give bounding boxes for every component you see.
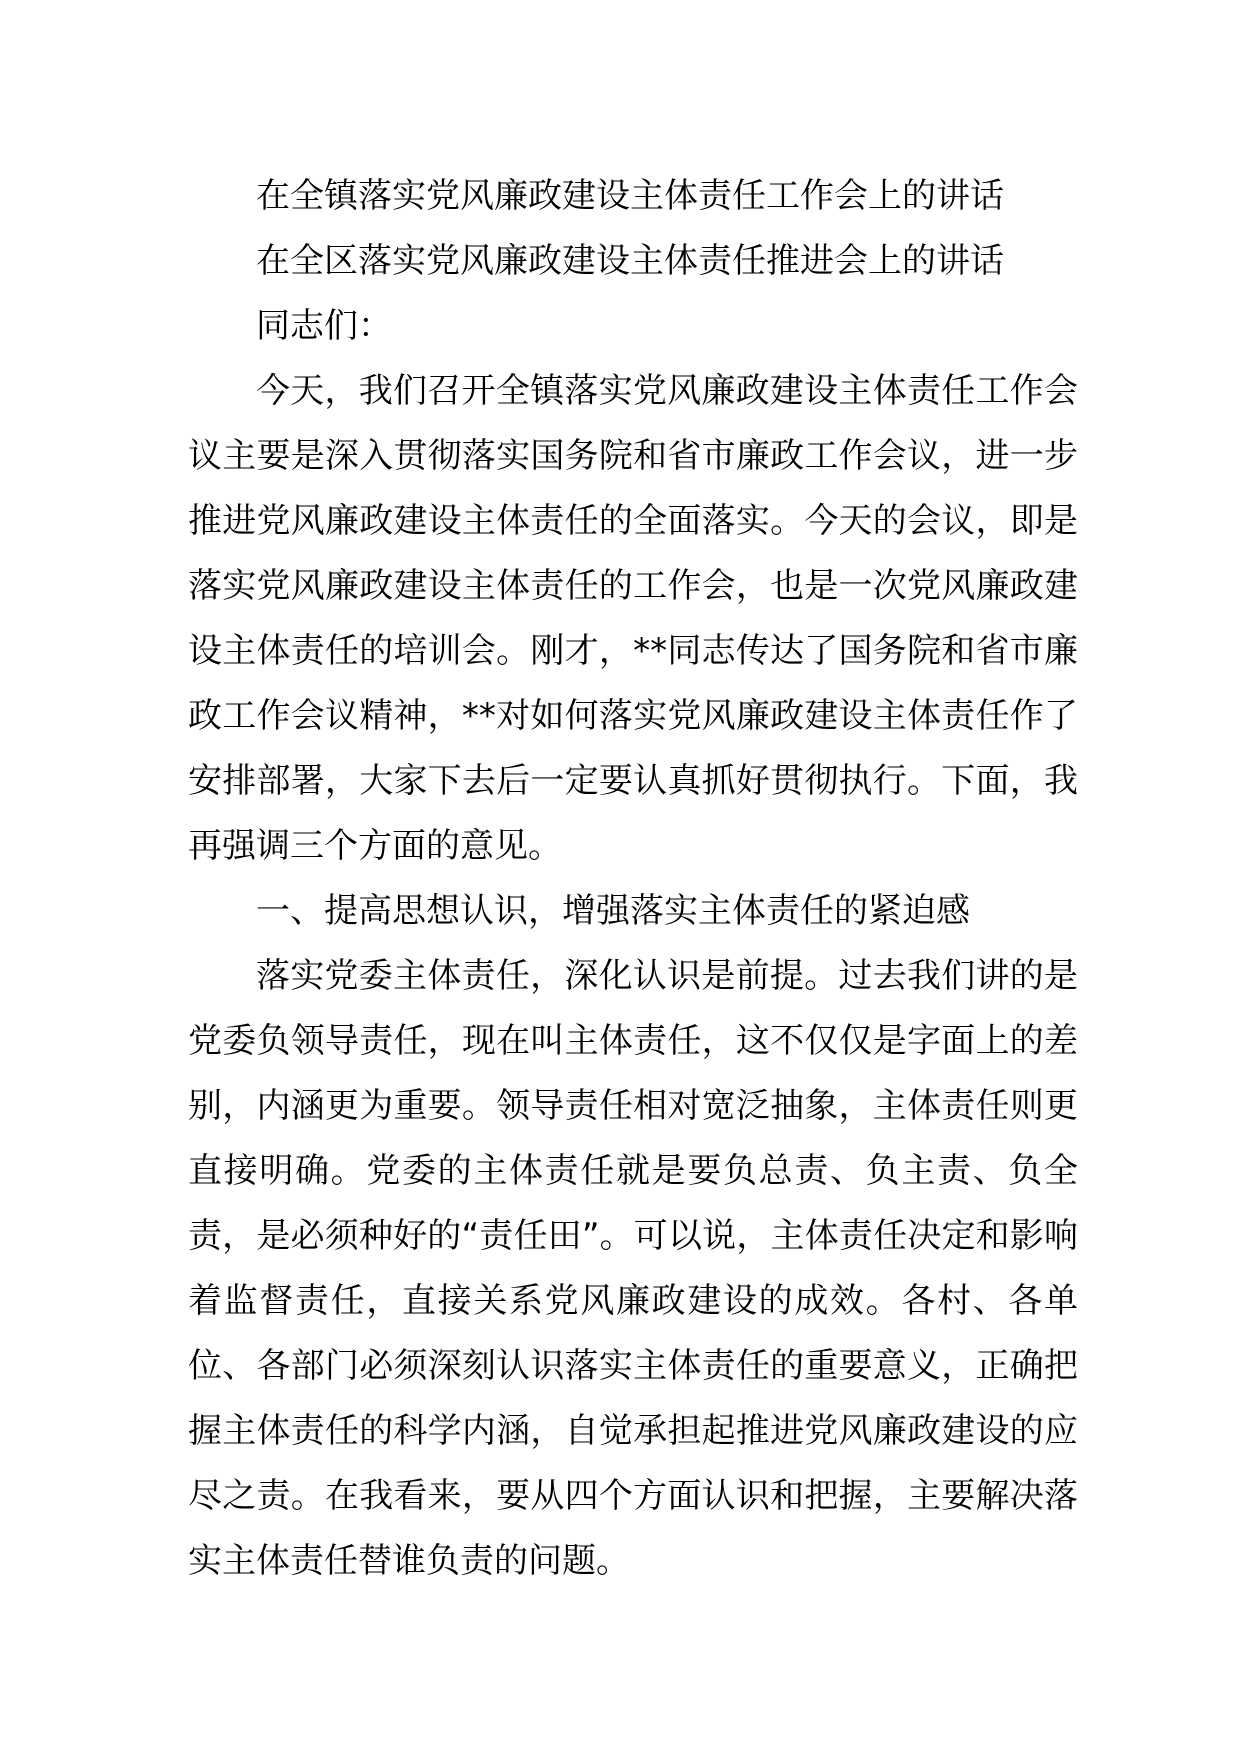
paragraph-section-1: 落实党委主体责任，深化认识是前提。过去我们讲的是党委负领导责任，现在叫主体责任，这不仅仅是字面上的差别，内涵更为重要。领导责任相对宽泛抽象，主体责任则更直接明确。党委的主体责任就是要负总责、负主责、负全责，是必须种好的“责任田”。可以说，主体责任决定和影响着监督责任，直接关系党风廉政建设的成效。各村、各单位、各部门必须深刻认识落实主体责任的重要意义，正确把握主体责任的科学内涵，自觉承担起推进党风廉政建设的应尽之责。在我看来，要从四个方面认识和把握，主要解决落实主体责任替谁负责的问题。 xyxy=(188,956,1078,1581)
document-title-1: 在全镇落实党风廉政建设主体责任工作会上的讲话 xyxy=(256,176,1004,216)
salutation: 同志们： xyxy=(256,306,392,346)
document-body xyxy=(188,164,1078,1594)
document-title-2: 在全区落实党风廉政建设主体责任推进会上的讲话 xyxy=(256,241,1004,281)
section-heading-1: 一、提高思想认识，增强落实主体责任的紧迫感 xyxy=(256,891,970,931)
paragraph-intro: 今天，我们召开全镇落实党风廉政建设主体责任工作会议主要是深入贯彻落实国务院和省市廉政工作会议，进一步推进党风廉政建设主体责任的全面落实。今天的会议，即是落实党风廉政建设主体责任的工作会，也是一次党风廉政建设主体责任的培训会。刚才，**同志传达了国务院和省市廉政工作会议精神，**对如何落实党风廉政建设主体责任作了安排部署，大家下去后一定要认真抓好贯彻执行。下面，我再强调三个方面的意见。 xyxy=(188,371,1078,866)
